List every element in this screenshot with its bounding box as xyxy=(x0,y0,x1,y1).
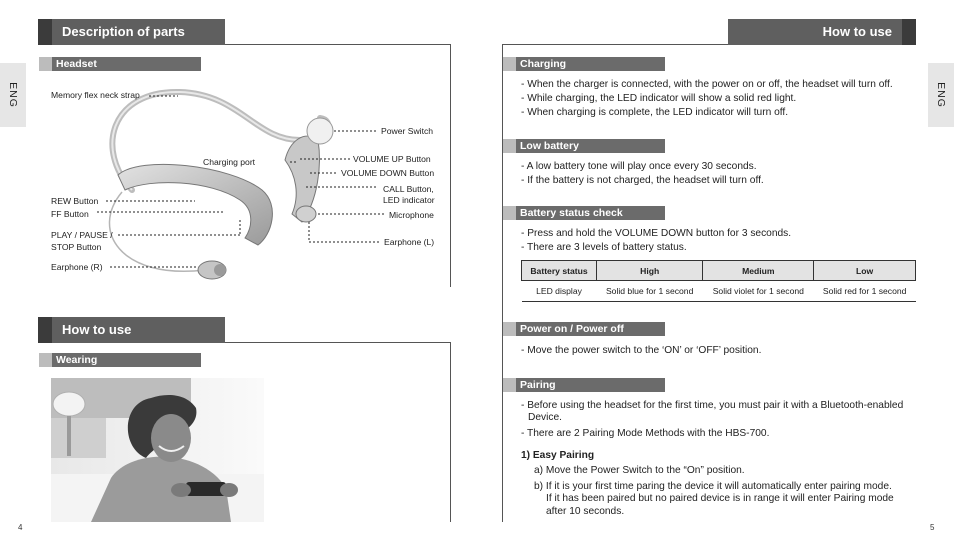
callout-volume-up: VOLUME UP Button xyxy=(353,154,431,164)
callout-rew: REW Button xyxy=(51,196,99,206)
sub-title-low-battery: Low battery xyxy=(520,140,579,152)
callout-volume-down: VOLUME DOWN Button xyxy=(341,168,435,178)
sub-bar-wearing xyxy=(39,353,201,367)
right-vertical-rule xyxy=(502,44,503,522)
callout-ff: FF Button xyxy=(51,209,89,219)
battery-table-header-medium: Medium xyxy=(703,261,814,281)
callout-charging-port: Charging port xyxy=(203,157,256,167)
sub-title-charging: Charging xyxy=(520,58,567,70)
callout-play-line1: PLAY / PAUSE / xyxy=(51,230,113,240)
power-line-1: - Move the power switch to the ‘ON’ or ‘OFF’ position. xyxy=(521,345,762,356)
section-bar-how-to-use-left xyxy=(38,317,225,343)
callout-play-line2: STOP Button xyxy=(51,242,102,252)
sub-title-battery-check: Battery status check xyxy=(520,207,623,219)
charging-line-3: - When charging is complete, the LED indicator will turn off. xyxy=(521,107,789,118)
callout-earphone-r: Earphone (R) xyxy=(51,262,103,272)
battery-table-cell-low: Solid red for 1 second xyxy=(814,281,916,302)
callout-earphone-l: Earphone (L) xyxy=(384,237,435,247)
easy-pairing-step-b-3: after 10 seconds. xyxy=(546,506,625,517)
section-title-description: Description of parts xyxy=(62,24,185,39)
section-title-how-to-use-right: How to use xyxy=(822,24,892,39)
headset-band xyxy=(118,164,272,245)
page-number-right: 5 xyxy=(930,523,935,532)
sub-title-pairing: Pairing xyxy=(520,379,556,391)
battery-table-header-low: Low xyxy=(814,261,916,281)
left-lower-vertical-rule xyxy=(450,342,451,522)
callout-microphone: Microphone xyxy=(389,210,434,220)
sub-title-power: Power on / Power off xyxy=(520,323,624,335)
section-title-how-to-use-left: How to use xyxy=(62,322,132,337)
sub-title-wearing: Wearing xyxy=(56,354,98,366)
page-number-left: 4 xyxy=(18,523,23,532)
sub-bar-charging xyxy=(503,57,665,71)
headset-illustration xyxy=(0,0,460,300)
pairing-line-1: - Before using the headset for the first time, you must pair it with a Bluetooth-enabled xyxy=(521,400,904,411)
side-tab-right-label: ENG xyxy=(935,82,947,108)
phone-in-hands xyxy=(186,482,226,496)
side-tab-left-label: ENG xyxy=(7,82,19,108)
battery-table-header-status: Battery status xyxy=(522,261,597,281)
sub-title-headset: Headset xyxy=(56,58,97,70)
sub-bar-power xyxy=(503,322,665,336)
table-row xyxy=(522,281,916,302)
side-tab-right xyxy=(928,63,954,127)
battery-table-cell-medium: Solid violet for 1 second xyxy=(703,281,814,302)
pairing-line-2: Device. xyxy=(528,412,562,423)
sub-bar-pairing xyxy=(503,378,665,392)
easy-pairing-step-b-2: If it has been paired but no paired device is in range it will enter Pairing mode xyxy=(546,493,894,504)
callout-call-line1: CALL Button, xyxy=(383,184,434,194)
section-bar-how-to-use-right xyxy=(728,19,916,45)
battery-table-header-row xyxy=(522,261,916,281)
battery-table-cell-led: LED display xyxy=(522,281,597,302)
callout-call-line2: LED indicator xyxy=(383,195,435,205)
easy-pairing-step-b-1: b) If it is your first time paring the device it will automatically enter pairing mode. xyxy=(534,481,892,492)
callout-memory-strap: Memory flex neck strap xyxy=(51,90,140,100)
battery-check-line-2: - There are 3 levels of battery status. xyxy=(521,242,687,253)
low-battery-line-2: - If the battery is not charged, the headset will turn off. xyxy=(521,175,764,186)
earphone-l-shape xyxy=(296,206,316,222)
charging-line-2: - While charging, the LED indicator will show a solid red light. xyxy=(521,93,797,104)
pairing-line-3: - There are 2 Pairing Mode Methods with the HBS-700. xyxy=(521,428,770,439)
lamp-shade xyxy=(53,392,85,416)
person-face xyxy=(151,414,191,462)
callout-power-switch: Power Switch xyxy=(381,126,434,136)
sub-bar-battery-check xyxy=(503,206,665,220)
power-switch-bulb xyxy=(307,118,333,144)
sub-bar-low-battery xyxy=(503,139,665,153)
easy-pairing-heading: 1) Easy Pairing xyxy=(521,450,595,461)
earphone-r-cable xyxy=(109,192,205,271)
easy-pairing-step-a: a) Move the Power Switch to the “On” position. xyxy=(534,465,745,476)
battery-status-table xyxy=(521,260,916,302)
low-battery-line-1: - A low battery tone will play once every 30 seconds. xyxy=(521,161,757,172)
battery-table-cell-high: Solid blue for 1 second xyxy=(597,281,703,302)
battery-table-header-high: High xyxy=(597,261,703,281)
battery-check-line-1: - Press and hold the VOLUME DOWN button for 3 seconds. xyxy=(521,228,792,239)
charging-line-1: - When the charger is connected, with the power on or off, the headset will turn off. xyxy=(521,79,893,90)
wearing-photo xyxy=(51,378,264,522)
